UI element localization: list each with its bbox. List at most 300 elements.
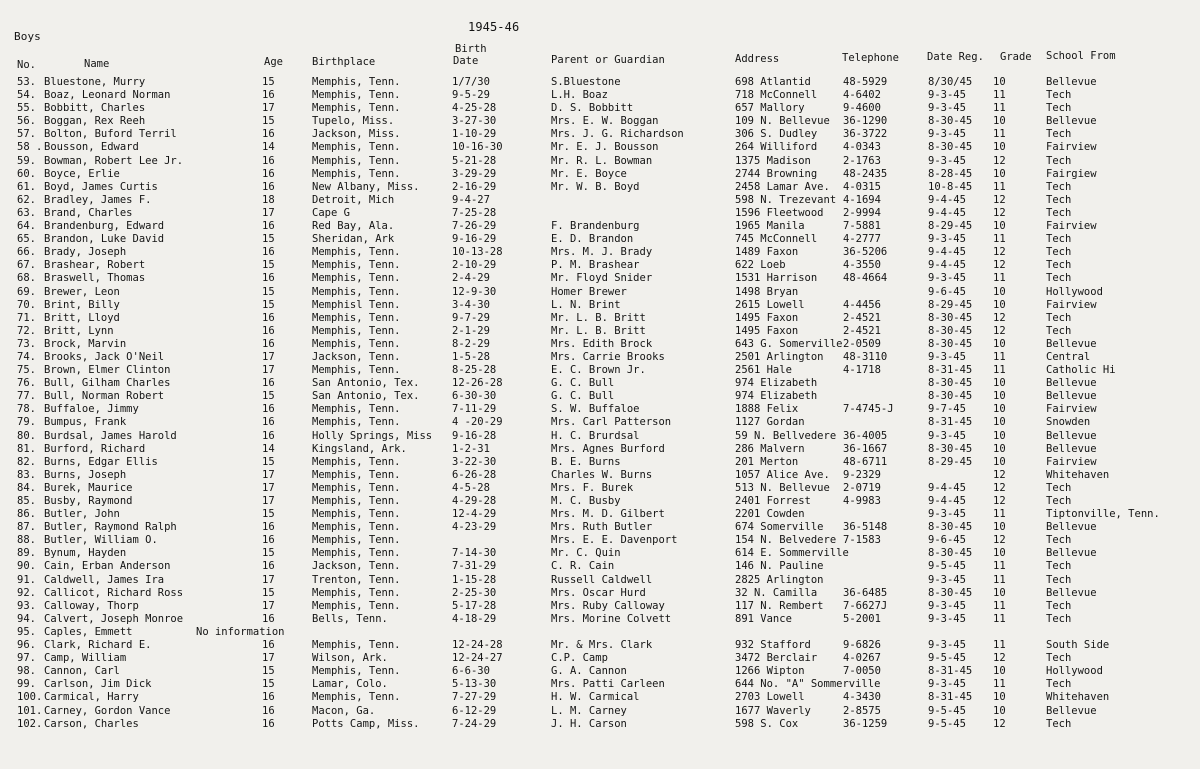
table-row (0, 364, 1200, 377)
parent-guardian: F. Brandenburg (551, 220, 640, 233)
parent-guardian: Mrs. Patti Carleen (551, 678, 665, 691)
date-registered: 9-5-45 (928, 560, 966, 573)
row-number: 67. (17, 259, 36, 272)
col-address: Address (735, 53, 780, 65)
telephone: 2-0509 (843, 337, 881, 350)
table-row (0, 534, 1200, 547)
birth-date: 4 -20-29 (452, 416, 503, 429)
grade: 12 (993, 154, 1006, 167)
table-row (0, 259, 1200, 272)
student-name: Boyd, James Curtis (44, 180, 158, 193)
student-name: Butler, William O. (44, 534, 158, 547)
date-registered: 9-4-45 (928, 246, 966, 259)
grade: 11 (993, 678, 1006, 691)
table-row (0, 312, 1200, 325)
age: 16 (262, 311, 275, 324)
table-row (0, 718, 1200, 731)
school-from: Tech (1046, 560, 1072, 573)
student-name: Brady, Joseph (44, 246, 127, 259)
date-registered: 8-30-45 (928, 311, 973, 324)
student-name: Brooks, Jack O'Neil (44, 350, 165, 363)
telephone: 2-4521 (843, 311, 881, 324)
telephone: 4-0315 (843, 180, 881, 193)
address: 2703 Lowell (735, 691, 805, 704)
birth-date: 8-25-28 (452, 364, 497, 377)
col-no: No. (17, 59, 36, 71)
address: 891 Vance (735, 612, 792, 625)
address: 1375 Madison (735, 154, 811, 167)
student-name: Bobbitt, Charles (44, 102, 146, 115)
birthplace: Bells, Tenn. (312, 612, 388, 625)
birthplace: Memphis, Tenn. (312, 468, 401, 481)
age: 18 (262, 193, 275, 206)
row-number: 63. (17, 206, 36, 219)
table-row (0, 233, 1200, 246)
row-number: 100. (17, 691, 43, 704)
birthplace: Memphis, Tenn. (312, 364, 401, 377)
table-row (0, 639, 1200, 652)
age: 16 (262, 717, 275, 730)
birthplace: Memphis, Tenn. (312, 154, 401, 167)
row-number: 72. (17, 324, 36, 337)
address: 598 N. Trezevant (735, 193, 837, 206)
date-registered: 8-31-45 (928, 665, 973, 678)
table-row (0, 456, 1200, 469)
birth-date: 9-16-29 (452, 233, 497, 246)
row-number: 101. (17, 704, 43, 717)
age: 15 (262, 586, 275, 599)
parent-guardian: D. S. Bobbitt (551, 102, 634, 115)
birthplace: Sheridan, Ark (312, 233, 395, 246)
grade: 10 (993, 429, 1006, 442)
school-from: Tech (1046, 599, 1072, 612)
age: 17 (262, 364, 275, 377)
telephone: 2-1763 (843, 154, 881, 167)
school-from: Tech (1046, 233, 1072, 246)
birth-date: 2-4-29 (452, 272, 490, 285)
parent-guardian: C. R. Cain (551, 560, 615, 573)
table-row (0, 115, 1200, 128)
grade: 12 (993, 495, 1006, 507)
table-row (0, 168, 1200, 181)
row-number: 82. (17, 455, 36, 468)
birthplace: Cape G (312, 206, 350, 219)
student-name: Cannon, Carl (44, 665, 120, 678)
telephone: 36-3722 (843, 128, 888, 141)
telephone: 4-4456 (843, 298, 881, 311)
table-row (0, 155, 1200, 168)
age: 17 (262, 206, 275, 219)
school-from: Hollywood (1046, 285, 1103, 298)
birth-date: 7-25-28 (452, 206, 497, 219)
telephone: 36-6485 (843, 586, 888, 599)
row-number: 60. (17, 167, 36, 180)
row-number: 84. (17, 481, 36, 494)
school-from: Tech (1046, 206, 1072, 219)
age: 16 (262, 612, 275, 625)
grade: 12 (993, 534, 1006, 547)
student-name: Brandenburg, Edward (44, 220, 165, 233)
address: 657 Mallory (735, 102, 805, 115)
table-row (0, 574, 1200, 587)
row-number: 54. (17, 89, 36, 102)
student-name: Caples, Emmett (44, 625, 133, 638)
address: 1531 Harrison (735, 272, 818, 285)
birthplace: Memphis, Tenn. (312, 416, 401, 429)
address: 1127 Gordan (735, 416, 805, 429)
grade: 11 (993, 128, 1006, 141)
parent-guardian: Mr. L. B. Britt (551, 311, 646, 324)
birthplace: Memphis, Tenn. (312, 89, 401, 102)
address: 643 G. Somerville (735, 337, 843, 350)
birth-date: 1/7/30 (452, 76, 490, 88)
telephone: 5-2001 (843, 612, 881, 625)
parent-guardian: Charles W. Burns (551, 468, 653, 481)
date-registered: 9-5-45 (928, 717, 966, 730)
parent-guardian: Mrs. M. J. Brady (551, 246, 653, 259)
student-name: Carmical, Harry (44, 691, 139, 704)
date-registered: 9-3-45 (928, 102, 966, 115)
age: 17 (262, 652, 275, 665)
telephone: 36-5206 (843, 246, 888, 259)
row-number: 62. (17, 193, 36, 206)
address: 1495 Faxon (735, 324, 799, 337)
row-number: 86. (17, 508, 36, 521)
parent-guardian: E. C. Brown Jr. (551, 364, 646, 377)
grade: 10 (993, 115, 1006, 128)
date-registered: 8-28-45 (928, 167, 973, 180)
student-name: Cain, Erban Anderson (44, 560, 171, 573)
student-name: Brock, Marvin (44, 337, 127, 350)
student-name: Bull, Gilham Charles (44, 377, 171, 390)
row-number: 69. (17, 285, 36, 298)
telephone: 36-5148 (843, 521, 888, 534)
address: 1596 Fleetwood (735, 206, 824, 219)
birth-date: 3-4-30 (452, 298, 490, 311)
age: 16 (262, 377, 275, 390)
grade: 11 (993, 508, 1006, 521)
birth-date: 1-5-28 (452, 350, 490, 363)
address: 598 S. Cox (735, 717, 799, 730)
birth-date: 1-2-31 (452, 442, 490, 455)
birthplace: Memphis, Tenn. (312, 521, 401, 534)
col-telephone: Telephone (842, 52, 899, 64)
table-row (0, 390, 1200, 403)
telephone: 4-6402 (843, 89, 881, 102)
date-registered: 9-3-45 (928, 612, 966, 625)
row-number: 98. (17, 665, 36, 678)
parent-guardian: L.H. Boaz (551, 89, 608, 102)
table-row (0, 141, 1200, 154)
birthplace: Lamar, Colo. (312, 678, 388, 691)
birthplace: Memphis, Tenn. (312, 141, 401, 154)
age: 16 (262, 324, 275, 337)
birthplace: Memphis, Tenn. (312, 665, 401, 678)
birthplace: Memphis, Tenn. (312, 259, 401, 272)
col-grade: Grade (1000, 51, 1032, 63)
parent-guardian: S. W. Buffaloe (551, 403, 640, 416)
telephone: 48-6711 (843, 455, 888, 468)
col-school-from: School From (1046, 50, 1116, 62)
age: 16 (262, 220, 275, 233)
age: 15 (262, 76, 275, 88)
date-registered: 9-3-45 (928, 573, 966, 586)
parent-guardian: Mrs. Carrie Brooks (551, 350, 665, 363)
age: 15 (262, 678, 275, 691)
grade: 10 (993, 285, 1006, 298)
row-number: 61. (17, 180, 36, 193)
address: 644 No. "A" Sommerville (735, 678, 881, 691)
row-number: 89. (17, 547, 36, 560)
grade: 11 (993, 612, 1006, 625)
row-number: 102. (17, 717, 43, 730)
parent-guardian: P. M. Brashear (551, 259, 640, 272)
date-registered: 9-4-45 (928, 193, 966, 206)
birthplace: Red Bay, Ala. (312, 220, 395, 233)
date-registered: 8-30-45 (928, 324, 973, 337)
date-registered: 9-6-45 (928, 534, 966, 547)
age: 15 (262, 259, 275, 272)
telephone: 48-3110 (843, 350, 888, 363)
parent-guardian: Mr. W. B. Boyd (551, 180, 640, 193)
table-row (0, 325, 1200, 338)
date-registered: 9-3-45 (928, 599, 966, 612)
telephone: 4-2777 (843, 233, 881, 246)
student-name: Calloway, Thorp (44, 599, 139, 612)
table-row (0, 469, 1200, 482)
birth-date: 3-27-30 (452, 115, 497, 128)
telephone: 7-6627J (843, 599, 888, 612)
school-from: Hollywood (1046, 665, 1103, 678)
address: 2825 Arlington (735, 573, 824, 586)
parent-guardian: Homer Brewer (551, 285, 627, 298)
grade: 10 (993, 547, 1006, 560)
student-name: Bynum, Hayden (44, 547, 127, 560)
table-row (0, 495, 1200, 508)
parent-guardian: Mr. R. L. Bowman (551, 154, 653, 167)
birthplace: New Albany, Miss. (312, 180, 420, 193)
address: 2615 Lowell (735, 298, 805, 311)
student-name: Butler, John (44, 508, 120, 521)
birth-date: 7-11-29 (452, 403, 497, 416)
grade: 10 (993, 403, 1006, 416)
row-number: 64. (17, 220, 36, 233)
telephone: 4-1694 (843, 193, 881, 206)
grade: 11 (993, 102, 1006, 115)
address: 1495 Faxon (735, 311, 799, 324)
birth-date: 9-7-29 (452, 311, 490, 324)
birthplace: Memphis, Tenn. (312, 639, 401, 652)
date-registered: 9-3-45 (928, 639, 966, 652)
parent-guardian: S.Bluestone (551, 76, 621, 88)
school-from: Tech (1046, 180, 1072, 193)
grade: 11 (993, 599, 1006, 612)
date-registered: 8-29-45 (928, 455, 973, 468)
table-row (0, 665, 1200, 678)
age: 16 (262, 128, 275, 141)
row-number: 59. (17, 154, 36, 167)
birth-date: 3-22-30 (452, 455, 497, 468)
birthplace: Memphis, Tenn. (312, 324, 401, 337)
school-from: Tech (1046, 612, 1072, 625)
birth-date: 4-23-29 (452, 521, 497, 534)
birthplace: Memphis, Tenn. (312, 547, 401, 560)
parent-guardian: Mr. L. B. Britt (551, 324, 646, 337)
row-number: 97. (17, 652, 36, 665)
school-from: Tech (1046, 259, 1072, 272)
parent-guardian: G. A. Cannon (551, 665, 627, 678)
school-from: Bellevue (1046, 586, 1097, 599)
school-from: Tiptonville, Tenn. (1046, 508, 1160, 521)
parent-guardian: B. E. Burns (551, 455, 621, 468)
student-name: Burek, Maurice (44, 481, 133, 494)
telephone: 36-4005 (843, 429, 888, 442)
address: 1965 Manila (735, 220, 805, 233)
age: 16 (262, 272, 275, 285)
school-from: Tech (1046, 717, 1072, 730)
birth-date: 1-15-28 (452, 573, 497, 586)
grade: 11 (993, 350, 1006, 363)
parent-guardian: G. C. Bull (551, 390, 615, 403)
grade: 11 (993, 233, 1006, 246)
date-registered: 9-3-45 (928, 350, 966, 363)
birth-date: 12-24-28 (452, 639, 503, 652)
student-name: Clark, Richard E. (44, 639, 152, 652)
grade: 11 (993, 89, 1006, 102)
date-registered: 9-3-45 (928, 154, 966, 167)
table-row (0, 691, 1200, 704)
table-row (0, 403, 1200, 416)
row-number: 95. (17, 625, 36, 638)
birthplace: Memphis, Tenn. (312, 586, 401, 599)
student-name: Brashear, Robert (44, 259, 146, 272)
grade: 12 (993, 481, 1006, 494)
table-row (0, 508, 1200, 521)
address: 614 E. Sommerville (735, 547, 849, 560)
date-registered: 9-4-45 (928, 206, 966, 219)
table-row (0, 443, 1200, 456)
age: 15 (262, 390, 275, 403)
table-row (0, 76, 1200, 89)
date-registered: 10-8-45 (928, 180, 973, 193)
row-number: 81. (17, 442, 36, 455)
date-registered: 9-3-45 (928, 89, 966, 102)
table-row (0, 299, 1200, 312)
birthplace: Jackson, Tenn. (312, 560, 401, 573)
telephone: 7-0050 (843, 665, 881, 678)
row-number: 96. (17, 639, 36, 652)
birth-date: 2-16-29 (452, 180, 497, 193)
age: 16 (262, 691, 275, 704)
telephone: 4-3430 (843, 691, 881, 704)
birth-date: 9-16-28 (452, 429, 497, 442)
student-name: Britt, Lloyd (44, 311, 120, 324)
telephone: 4-3550 (843, 259, 881, 272)
address: 1489 Faxon (735, 246, 799, 259)
date-registered: 9-4-45 (928, 481, 966, 494)
year-heading: 1945-46 (468, 20, 520, 34)
birthplace: Tupelo, Miss. (312, 115, 395, 128)
row-number: 90. (17, 560, 36, 573)
grade: 12 (993, 324, 1006, 337)
birth-date: 6-6-30 (452, 665, 490, 678)
table-row (0, 351, 1200, 364)
birth-date: 10-13-28 (452, 246, 503, 259)
student-name: Bull, Norman Robert (44, 390, 165, 403)
age: 16 (262, 154, 275, 167)
parent-guardian: Mrs. Carl Patterson (551, 416, 672, 429)
birthplace: Potts Camp, Miss. (312, 717, 420, 730)
school-from: Catholic Hi (1046, 364, 1116, 377)
telephone: 36-1667 (843, 442, 888, 455)
birthplace: Memphis, Tenn. (312, 246, 401, 259)
birth-date: 5-17-28 (452, 599, 497, 612)
parent-guardian: Mrs. E. W. Boggan (551, 115, 659, 128)
student-name: Boggan, Rex Reeh (44, 115, 146, 128)
age: 16 (262, 416, 275, 429)
birth-date: 4-18-29 (452, 612, 497, 625)
telephone: 4-1718 (843, 364, 881, 377)
grade: 10 (993, 167, 1006, 180)
birthplace: Memphis, Tenn. (312, 455, 401, 468)
grade: 10 (993, 141, 1006, 154)
grade: 12 (993, 652, 1006, 665)
student-name: Bluestone, Murry (44, 76, 146, 88)
row-number: 92. (17, 586, 36, 599)
age: 16 (262, 403, 275, 416)
table-row (0, 89, 1200, 102)
telephone: 7-1583 (843, 534, 881, 547)
address: 146 N. Pauline (735, 560, 824, 573)
date-registered: 9-3-45 (928, 678, 966, 691)
grade: 10 (993, 455, 1006, 468)
age: 17 (262, 102, 275, 115)
telephone: 48-2435 (843, 167, 888, 180)
birth-date: 12-26-28 (452, 377, 503, 390)
table-row (0, 613, 1200, 626)
date-registered: 9-4-45 (928, 259, 966, 272)
date-registered: 8-30-45 (928, 141, 973, 154)
telephone: 4-0343 (843, 141, 881, 154)
table-row (0, 587, 1200, 600)
row-number: 88. (17, 534, 36, 547)
age: 16 (262, 534, 275, 547)
parent-guardian: Russell Caldwell (551, 573, 653, 586)
address: 286 Malvern (735, 442, 805, 455)
birth-date: 12-4-29 (452, 508, 497, 521)
birthplace: Memphis, Tenn. (312, 508, 401, 521)
col-age: Age (264, 56, 283, 68)
col-birth-date-1: Birth (455, 43, 487, 55)
table-row (0, 246, 1200, 259)
date-registered: 9-5-45 (928, 704, 966, 717)
date-registered: 8-31-45 (928, 691, 973, 704)
parent-guardian: Mrs. F. Burek (551, 481, 634, 494)
row-number: 85. (17, 495, 36, 507)
school-from: Tech (1046, 678, 1072, 691)
student-name: Bolton, Buford Terril (44, 128, 177, 141)
birth-date: 4-25-28 (452, 102, 497, 115)
birthplace: Memphis, Tenn. (312, 76, 401, 88)
student-name: Boaz, Leonard Norman (44, 89, 171, 102)
row-number: 87. (17, 521, 36, 534)
row-number: 66. (17, 246, 36, 259)
row-number: 65. (17, 233, 36, 246)
date-registered: 9-3-45 (928, 233, 966, 246)
birth-date: 6-26-28 (452, 468, 497, 481)
school-from: Fairview (1046, 298, 1097, 311)
address: 109 N. Bellevue (735, 115, 830, 128)
